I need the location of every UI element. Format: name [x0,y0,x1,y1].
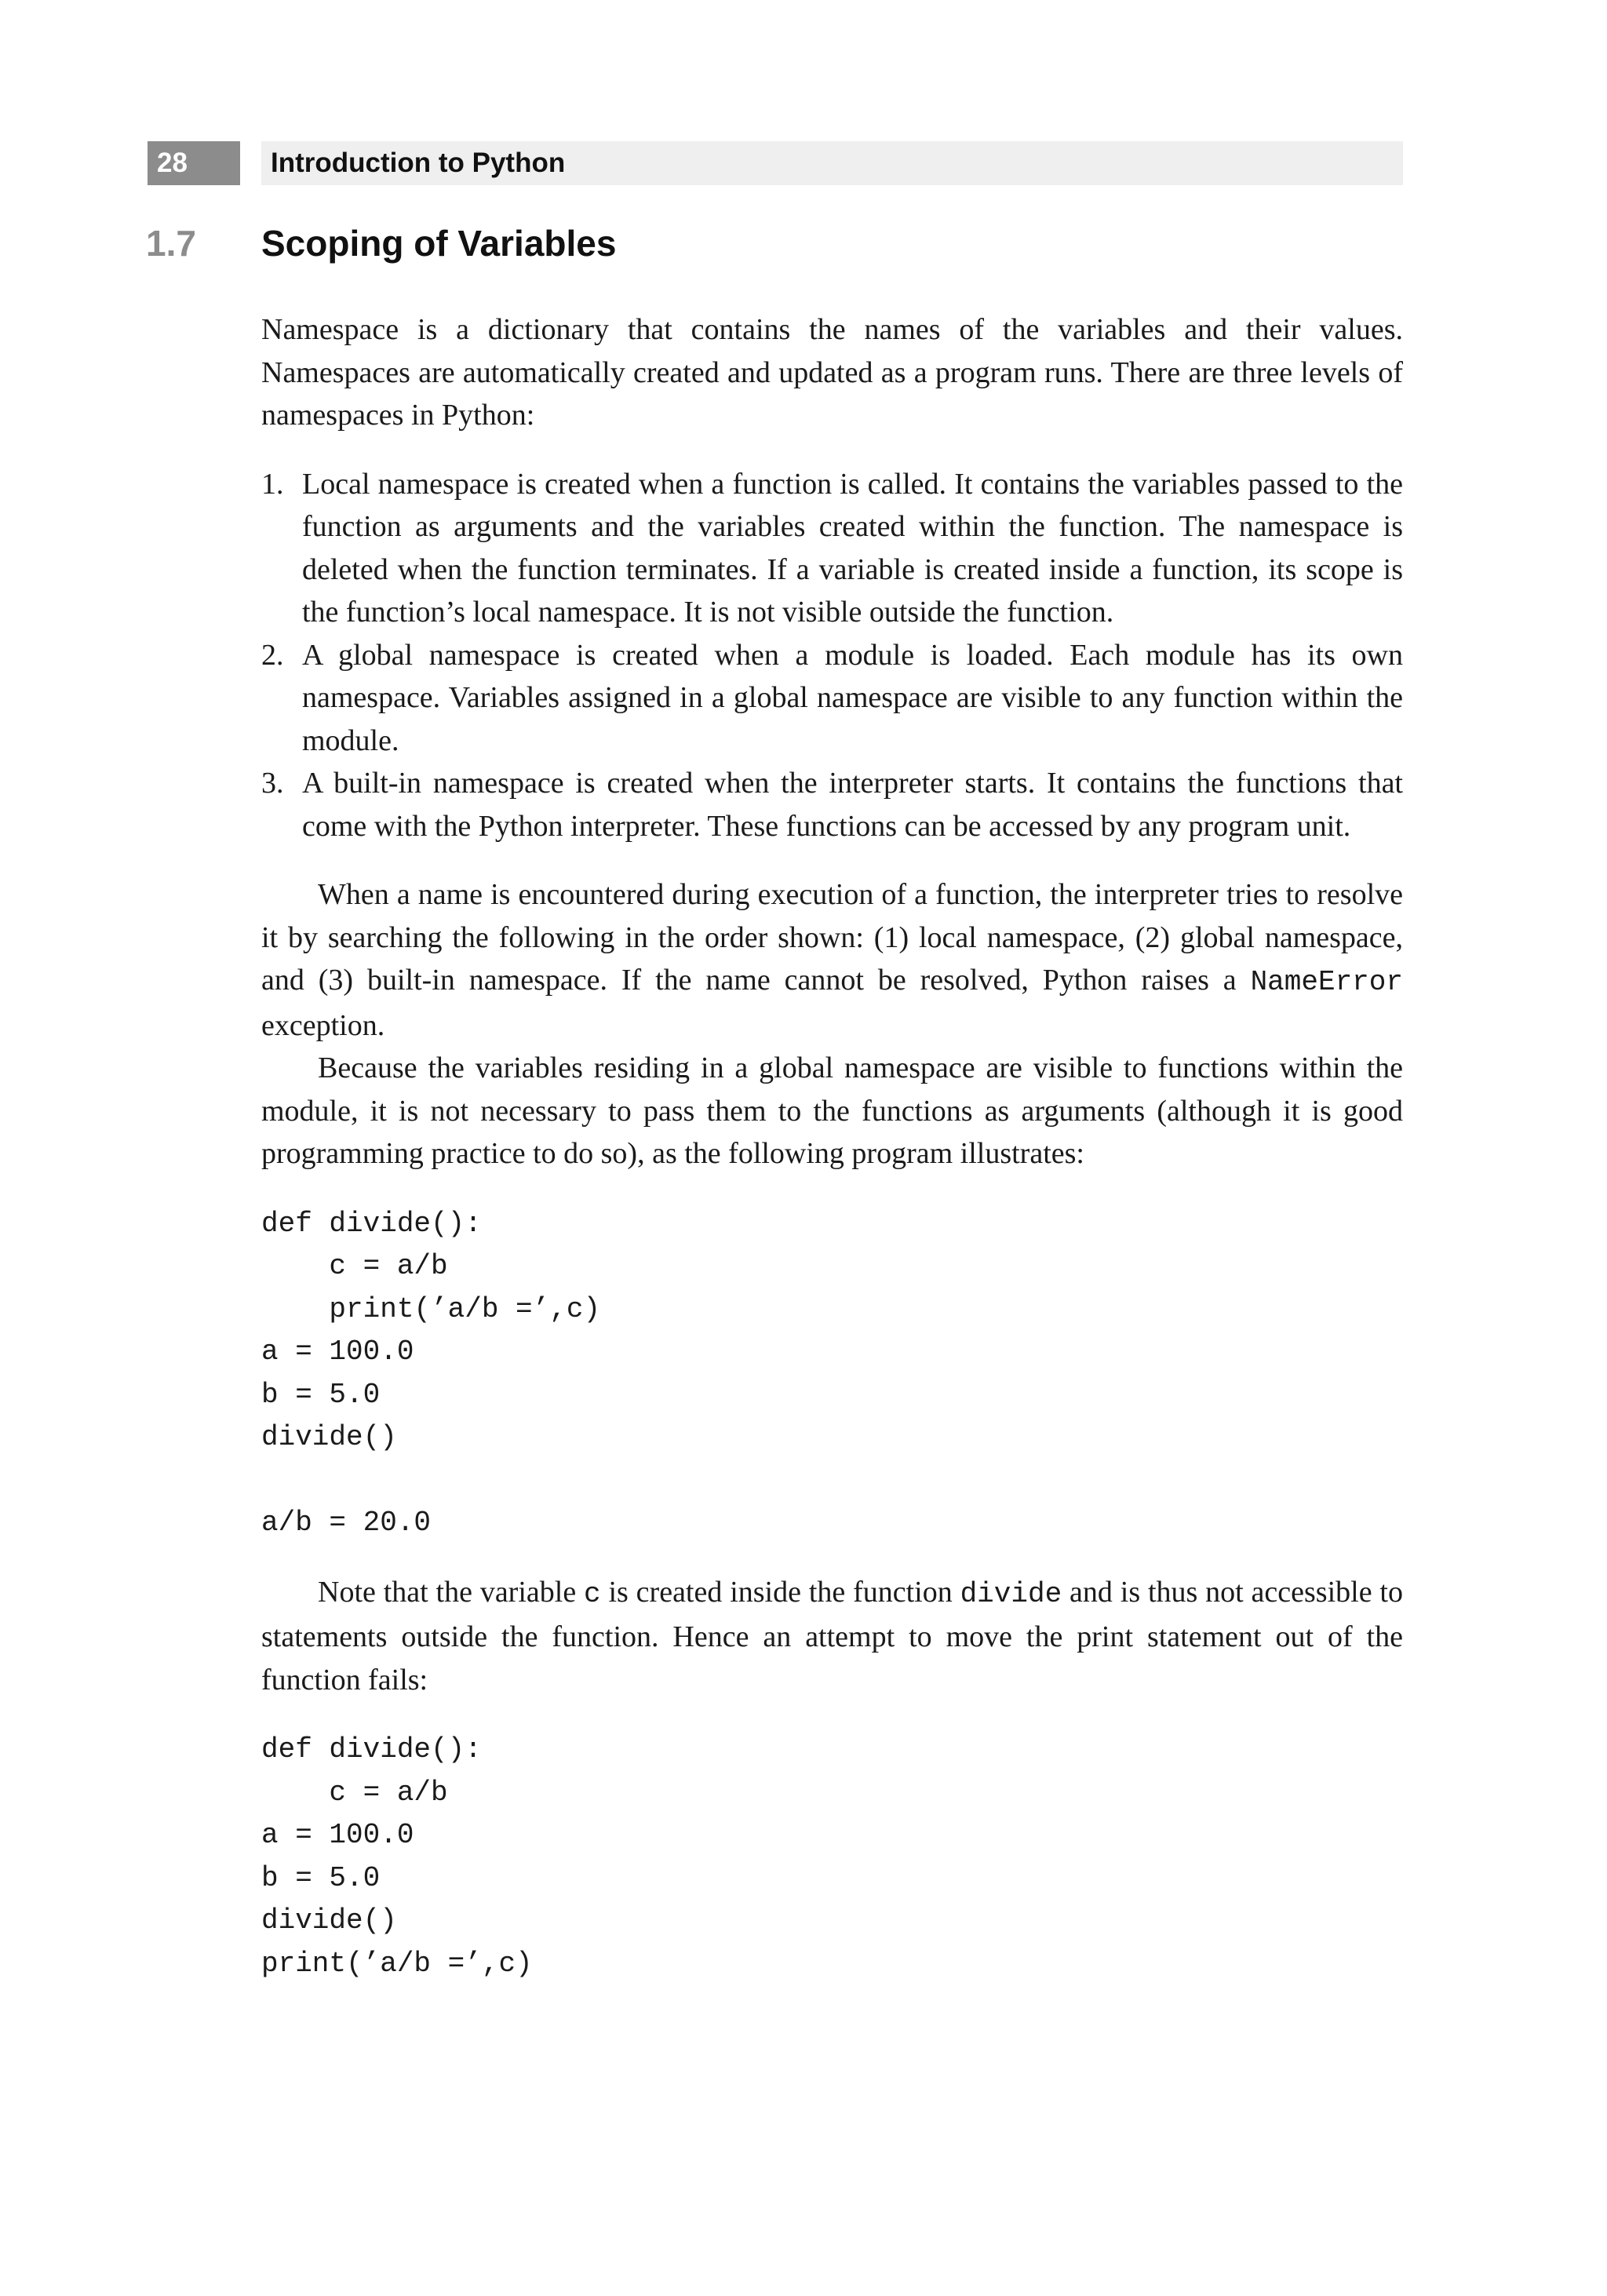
global-paragraph: Because the variables residing in a global namespace are visible to functions within the module, it is not necessary to pass them to the functions as arguments (although it is good programming practice to do so), as the following program illustrates: [261,1051,1403,1170]
list-item [261,634,1403,763]
code-listing-2 [261,1729,1403,1985]
code-line: divide() [261,1421,397,1453]
resolve-text: When a name is encountered during execution of a function, the interpreter tries to resolve it by searching the following in the order shown: (1) local namespace, (2) global namespace, and (3) built-in namespace. If the name cannot be resolved, Python raises a [261,878,1403,997]
list-number: 2. [261,638,284,672]
running-title: Introduction to Python [261,141,1403,185]
code-line: a = 100.0 [261,1819,414,1851]
variable-c-code: c [584,1577,601,1610]
code-listing-1 [261,1203,1403,1545]
divide-code: divide [960,1577,1062,1610]
intro-paragraph: Namespace is a dictionary that contains the names of the variables and their values. Namespaces are automatically created and updated as a program runs. There are three levels of namespaces in Python: [261,313,1403,432]
code-line: c = a/b [261,1250,448,1282]
note-text: and is thus not accessible to statements outside the function. Hence an attempt to move the print statement out of the function fails: [261,1575,1403,1696]
code-line: print(’a/b =’,c) [261,1947,533,1980]
section-title: Scoping of Variables [261,223,617,264]
list-item [261,463,1403,634]
code-line: print(’a/b =’,c) [261,1292,601,1325]
code-line: b = 5.0 [261,1861,381,1894]
list-text: A built-in namespace is created when the interpreter starts. It contains the functions that come with the Python interpreter. These functions can be accessed by any program unit. [302,767,1403,843]
resolve-text-end: exception. [261,1008,385,1042]
list-text: A global namespace is created when a module is loaded. Each module has its own namespace. Variables assigned in a global namespace are visible to any function within the module. [302,638,1403,757]
code-line: def divide(): [261,1207,482,1240]
page-body [261,308,1403,1985]
resolve-paragraph [261,873,1403,1047]
list-number: 3. [261,767,284,800]
section-number: 1.7 [146,223,196,264]
code-line: def divide(): [261,1733,482,1766]
note-text: Note that the variable [318,1575,585,1609]
note-text: is created inside the function [600,1575,960,1609]
code-line: divide() [261,1904,397,1937]
code-line: c = a/b [261,1776,448,1809]
code-line: a = 100.0 [261,1336,414,1368]
note-paragraph [261,1571,1403,1702]
code-output: a/b = 20.0 [261,1507,432,1539]
page-number: 28 [148,141,240,185]
nameerror-code: NameError [1250,966,1403,998]
list-item [261,762,1403,847]
code-line: b = 5.0 [261,1378,381,1411]
list-number: 1. [261,467,284,501]
list-text: Local namespace is created when a function is called. It contains the variables passed to the function as arguments and the variables created within the function. The namespace is deleted when the function terminates. If a variable is created inside a function, its scope is the function’s local namespace. It is not visible outside the function. [302,467,1403,629]
namespace-list [261,463,1403,848]
